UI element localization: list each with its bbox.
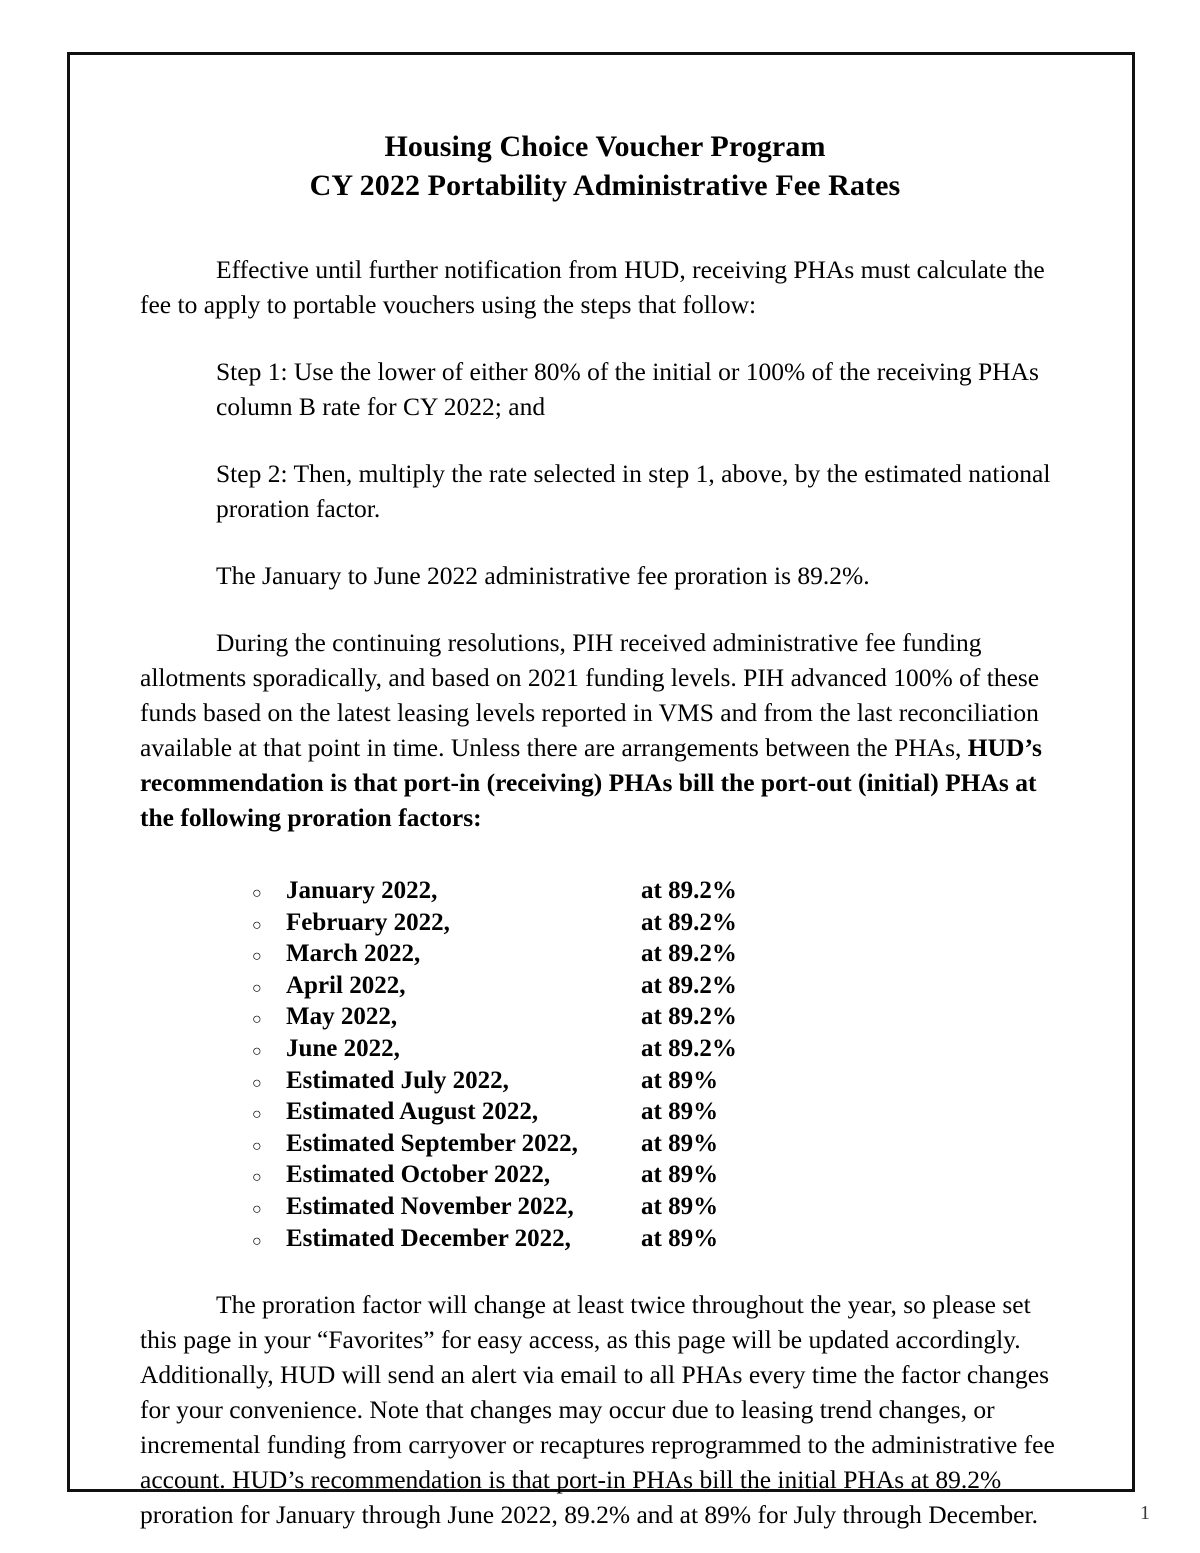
rate-month-label: June 2022,: [286, 1034, 400, 1062]
step-2-paragraph: Step 2: Then, multiply the rate selected in step 1, above, by the estimated national proration factor.: [216, 459, 1051, 523]
hollow-circle-bullet-icon: ○: [252, 916, 262, 934]
page-title: [140, 55, 1070, 205]
rate-value-label: at 89.2%: [641, 940, 737, 968]
rate-month-label: April 2022,: [286, 971, 406, 999]
rate-value-label: at 89.2%: [641, 877, 737, 904]
hollow-circle-bullet-icon: ○: [252, 948, 262, 966]
list-item: [252, 1191, 1070, 1223]
rate-month-label: March 2022,: [286, 940, 421, 968]
rate-value-label: at 89%: [641, 1192, 719, 1220]
page-content-area: [140, 55, 1070, 1530]
rate-month-label: Estimated September 2022,: [286, 1129, 578, 1157]
rate-month-label: Estimated July 2022,: [286, 1066, 509, 1094]
step-1-paragraph: Step 1: Use the lower of either 80% of the initial or 100% of the receiving PHAs column B rate for CY 2022; and: [216, 357, 1039, 421]
list-item: [252, 1128, 1070, 1160]
rate-value-label: at 89%: [641, 1098, 719, 1126]
rate-value-label: at 89%: [641, 1161, 719, 1189]
page-title-line-1: Housing Choice Voucher Program: [384, 130, 826, 163]
hollow-circle-bullet-icon: ○: [252, 1042, 262, 1060]
hollow-circle-bullet-icon: ○: [252, 1074, 262, 1092]
rate-value-label: at 89.2%: [641, 908, 737, 936]
rate-month-label: Estimated December 2022,: [286, 1224, 571, 1252]
page-border-frame: [67, 52, 1135, 1530]
hollow-circle-bullet-icon: ○: [252, 1232, 262, 1250]
rate-month-label: Estimated November 2022,: [286, 1192, 574, 1220]
hollow-circle-bullet-icon: ○: [252, 1011, 262, 1029]
hollow-circle-bullet-icon: ○: [252, 1137, 262, 1155]
rate-value-label: at 89%: [641, 1129, 719, 1157]
list-item: [252, 970, 1070, 1002]
rate-month-label: Estimated August 2022,: [286, 1098, 539, 1126]
rate-value-label: at 89%: [641, 1066, 719, 1094]
rate-month-label: January 2022,: [286, 877, 438, 904]
list-item: [252, 1033, 1070, 1065]
hollow-circle-bullet-icon: ○: [252, 1169, 262, 1187]
intro-paragraph: Effective until further notification from HUD, receiving PHAs must calculate the fee to apply to portable vouchers using the steps that follow:: [140, 255, 1045, 319]
rate-month-label: Estimated October 2022,: [286, 1161, 551, 1189]
rate-month-label: February 2022,: [286, 908, 450, 936]
list-item: [252, 938, 1070, 970]
rate-value-label: at 89%: [641, 1224, 719, 1252]
list-item: [252, 1223, 1070, 1255]
list-item: [252, 907, 1070, 939]
rate-value-label: at 89.2%: [641, 1034, 737, 1062]
continuing-resolutions-paragraph: [140, 625, 1070, 835]
proration-statement-paragraph: The January to June 2022 administrative fee proration is 89.2%.: [216, 561, 870, 590]
hollow-circle-bullet-icon: ○: [252, 979, 262, 997]
list-item: [252, 1001, 1070, 1033]
hollow-circle-bullet-icon: ○: [252, 1200, 262, 1218]
list-item: [252, 1159, 1070, 1191]
page-number-footer: 1: [1140, 1502, 1150, 1524]
hollow-circle-bullet-icon: ○: [252, 1106, 262, 1124]
list-item: [252, 1096, 1070, 1128]
rate-value-label: at 89.2%: [641, 971, 737, 999]
closing-paragraph: The proration factor will change at least twice throughout the year, so please set this page in your “Favorites” for easy access, as this page will be updated accordingly. Additionally, HUD will send an alert via email to all PHAs every time the factor changes for your convenience. Note that changes may occur due to leasing trend changes, or incremental funding from carryover or recaptures reprogrammed to the administrative fee account. HUD’s recommendation is that port-in PHAs bill the initial PHAs at 89.2% proration for January through June 2022, 89.2% and at 89% for July through December.: [140, 1290, 1055, 1530]
rate-value-label: at 89.2%: [641, 1003, 737, 1031]
list-item: [252, 875, 1070, 907]
list-item: [252, 1065, 1070, 1097]
proration-rate-list: [252, 875, 1070, 1254]
continuing-resolutions-text: During the continuing resolutions, PIH received administrative fee funding allotments sporadically, and based on 2021 funding levels. PIH advanced 100% of these funds based on the latest leasing levels reported in VMS and from the last reconciliation available at that point in time. Unless there are arrangements between the PHAs,: [140, 628, 1040, 762]
page-title-line-2: CY 2022 Portability Administrative Fee Rates: [309, 169, 901, 202]
hollow-circle-bullet-icon: ○: [252, 885, 262, 902]
rate-month-label: May 2022,: [286, 1003, 398, 1031]
hud-recommendation-bold-text: HUD’s recommendation is that port-in (receiving) PHAs bill the port-out (initial) PHAs at the following proration factors:: [140, 733, 1042, 832]
